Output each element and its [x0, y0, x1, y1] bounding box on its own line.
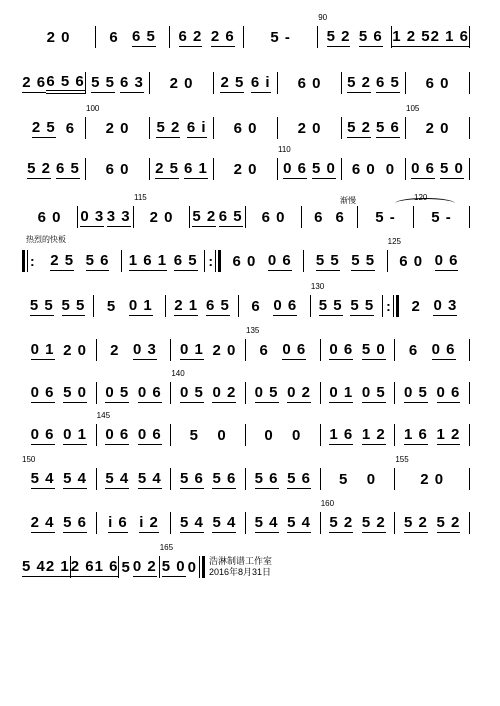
- note-group: 0 3: [433, 296, 458, 314]
- note-group: 0 6: [434, 251, 459, 269]
- note-group: 6 5: [56, 159, 80, 177]
- note-group: 0 1: [329, 383, 354, 401]
- measure-number: 165: [159, 543, 174, 552]
- note-group: 0 6: [105, 425, 130, 443]
- note-group: 5 0: [361, 340, 386, 358]
- staff-row: [22, 145, 470, 184]
- note-group: i 6: [108, 513, 128, 531]
- measure: [221, 246, 303, 276]
- note-group: 6: [109, 28, 119, 46]
- note-group: 0 6: [431, 340, 456, 358]
- measure: [321, 420, 395, 450]
- note-group: 2 0: [46, 28, 71, 46]
- note-group: 0 6: [137, 425, 162, 443]
- measure-number: 125: [387, 237, 402, 246]
- note-group: 0: [385, 160, 396, 178]
- note-group: 0: [187, 558, 197, 576]
- note-group: 2 4: [30, 513, 55, 531]
- note-group: 5 6: [212, 469, 237, 487]
- note-group: 5 -: [431, 208, 452, 226]
- note-group: 6 5 6: [46, 73, 84, 94]
- note-group: 6 5: [218, 207, 243, 225]
- note-group: 1 2: [436, 425, 461, 443]
- measure: [22, 378, 96, 408]
- note-group: 2: [110, 341, 120, 359]
- note-group: 5 6: [179, 469, 204, 487]
- measure: [239, 291, 310, 321]
- note-group: 1 2 5: [392, 27, 431, 45]
- measure: [150, 154, 213, 184]
- measure: [159, 543, 199, 582]
- measure: [22, 154, 85, 184]
- measure: [246, 378, 320, 408]
- note-group: 0 6: [137, 383, 162, 401]
- note-group: 5 4: [63, 469, 87, 487]
- note-group: 0 6: [436, 383, 461, 401]
- barline: [469, 117, 470, 139]
- measure: [150, 113, 213, 143]
- studio-name: 浩淋制谱工作室: [209, 556, 273, 566]
- note-group: 2 0: [63, 341, 87, 359]
- note-group: 2 0: [425, 119, 450, 137]
- repeat-end-barline: :: [386, 295, 399, 317]
- measure-number: 150: [22, 455, 36, 464]
- measure: [358, 202, 413, 232]
- tempo-slow-mark: 渐慢: [340, 196, 356, 205]
- measure: [406, 104, 469, 143]
- note-group: 5 0: [161, 557, 186, 575]
- note-group: 6 3: [120, 73, 144, 91]
- measure: [171, 420, 245, 450]
- staff-row: [22, 411, 470, 450]
- note-group: 0 6: [329, 340, 354, 358]
- note-group: 0: [292, 426, 302, 444]
- measure: [387, 237, 470, 276]
- staff-row: [22, 68, 470, 98]
- note-group: 5 6: [376, 118, 400, 136]
- measure-number: 115: [134, 193, 147, 202]
- note-group: 1 6: [94, 557, 119, 575]
- measure: [22, 68, 85, 98]
- barline: [469, 158, 470, 180]
- note-group: 0 5: [254, 383, 279, 401]
- measure-number: 135: [246, 326, 260, 335]
- note-group: 2 5: [155, 159, 179, 177]
- note-group: 6 0: [232, 252, 257, 270]
- measure: [71, 552, 119, 582]
- measure: [39, 246, 121, 276]
- note-group: 6: [314, 208, 324, 226]
- note-group: 5 2: [347, 73, 371, 91]
- measure: [310, 282, 382, 321]
- note-group: 5 5: [29, 296, 54, 314]
- note-group: 5 5: [318, 296, 343, 314]
- note-group: 2 6: [70, 557, 95, 575]
- note-group: 2 1 6: [430, 27, 469, 45]
- measure: [246, 202, 301, 232]
- barline: [382, 295, 383, 317]
- note-group: 6: [259, 341, 269, 359]
- measure: [22, 335, 96, 365]
- measure: [395, 508, 469, 538]
- barline: [469, 339, 470, 361]
- barline: [469, 424, 470, 446]
- note-group: 6 0: [297, 74, 322, 92]
- measure: [392, 22, 469, 52]
- note-group: 2 5: [50, 251, 75, 269]
- measure: [321, 464, 395, 494]
- measure: [214, 113, 277, 143]
- measure: [22, 508, 96, 538]
- note-group: 5 2: [192, 207, 217, 225]
- measure: [22, 202, 77, 232]
- measure: [86, 104, 149, 143]
- measure: [190, 202, 245, 232]
- note-group: i 2: [139, 513, 159, 531]
- note-group: 0 1: [179, 340, 204, 358]
- measure: [278, 68, 341, 98]
- note-group: 2 0: [297, 119, 322, 137]
- note-group: 5 6: [85, 251, 110, 269]
- measure: [246, 508, 320, 538]
- note-group: 3 3: [106, 207, 131, 225]
- measure: [342, 113, 405, 143]
- measure: [214, 154, 277, 184]
- measure: [171, 464, 245, 494]
- measure: [320, 499, 395, 538]
- note-group: 0 2: [287, 383, 312, 401]
- measure: [278, 113, 341, 143]
- note-group: 0 2: [212, 383, 237, 401]
- note-group: 2 5: [220, 73, 245, 91]
- measure: [22, 113, 85, 143]
- note-group: 6 5: [173, 251, 198, 269]
- note-group: 5 2: [436, 513, 461, 531]
- note-group: 6 5: [205, 296, 230, 314]
- note-group: 5: [121, 558, 131, 576]
- measure: [399, 291, 470, 321]
- note-group: 0 1: [30, 340, 55, 358]
- measure: [134, 193, 189, 232]
- note-group: 0: [217, 426, 227, 444]
- measure: [170, 22, 243, 52]
- note-group: 6 i: [250, 73, 271, 91]
- measure: [166, 291, 237, 321]
- note-group: 6 0: [425, 74, 450, 92]
- measure: [171, 508, 245, 538]
- note-group: 5 5: [351, 251, 376, 269]
- staff-row: [22, 104, 470, 143]
- note-group: 5 4: [179, 513, 204, 531]
- note-group: 2 1: [45, 557, 70, 575]
- note-group: 0: [366, 470, 377, 488]
- note-group: 6 5: [131, 27, 156, 45]
- note-group: 5 5: [315, 251, 340, 269]
- staff-row: [22, 13, 470, 52]
- barline: [469, 382, 470, 404]
- measure: [304, 246, 386, 276]
- staff-row: [22, 369, 470, 408]
- note-group: 5 4: [287, 513, 312, 531]
- note-group: 5 5: [91, 73, 115, 91]
- note-group: 5 4: [22, 557, 46, 575]
- note-group: 2 0: [420, 470, 445, 488]
- note-group: 6: [408, 341, 419, 359]
- note-group: 5 2: [361, 513, 386, 531]
- note-group: 0 6: [283, 159, 307, 177]
- note-group: 0 6: [30, 383, 55, 401]
- measure: [122, 246, 204, 276]
- note-group: 6 0: [261, 208, 286, 226]
- measure: [171, 369, 245, 408]
- note-group: 0 5: [404, 383, 428, 401]
- measure: [171, 335, 245, 365]
- measure: [97, 464, 171, 494]
- barline: [469, 512, 470, 534]
- note-group: 5 2: [329, 513, 354, 531]
- staff-row: [22, 455, 470, 494]
- measure: [96, 411, 171, 450]
- note-group: 5 2: [326, 27, 351, 45]
- note-group: 5 -: [375, 208, 396, 226]
- measure: [406, 68, 469, 98]
- measure: [97, 378, 171, 408]
- measure: [395, 378, 469, 408]
- note-group: 2 6: [210, 27, 235, 45]
- measure: [214, 68, 277, 98]
- note-group: 5 4: [137, 469, 162, 487]
- measure-number: 105: [406, 104, 420, 113]
- measure: [321, 335, 395, 365]
- note-group: 5 2: [27, 159, 51, 177]
- measure: [395, 420, 469, 450]
- note-group: 6 i: [186, 118, 207, 136]
- note-group: 5 0: [440, 159, 464, 177]
- staff-row: [22, 499, 470, 538]
- measure: [318, 13, 391, 52]
- note-group: 0 6: [411, 159, 435, 177]
- barline: [469, 206, 470, 228]
- staff-row: [22, 282, 470, 321]
- note-group: 2 0: [212, 341, 237, 359]
- measure: [302, 202, 357, 232]
- repeat-start-barline: :: [22, 250, 35, 272]
- note-group: 6: [65, 119, 76, 137]
- measure-number: 120: [414, 193, 428, 202]
- note-group: 6 0: [105, 160, 130, 178]
- note-group: 6 1: [184, 159, 208, 177]
- measure: [86, 154, 149, 184]
- measure: [86, 68, 149, 98]
- measure: [395, 455, 469, 494]
- note-group: 6: [335, 208, 345, 226]
- measure: [414, 193, 469, 232]
- barline: [469, 468, 470, 490]
- barline: [204, 250, 205, 272]
- measure: [97, 508, 171, 538]
- measure: [150, 68, 213, 98]
- measure: [278, 145, 341, 184]
- note-group: 5 4: [30, 469, 55, 487]
- measure-number: 90: [318, 13, 328, 22]
- measure: [246, 326, 320, 365]
- measure: [342, 68, 405, 98]
- note-group: 1 6: [404, 425, 428, 443]
- measure: [22, 552, 70, 582]
- score-date: 2016年8月31日: [209, 567, 272, 577]
- note-group: 5 5: [350, 296, 375, 314]
- measure-number: 160: [320, 499, 335, 508]
- note-group: 5 4: [105, 469, 130, 487]
- note-group: 5 2: [347, 118, 371, 136]
- note-group: 2 6: [22, 73, 47, 91]
- barline: [469, 26, 470, 48]
- measure: [246, 420, 320, 450]
- note-group: 2: [411, 297, 421, 315]
- staff-row: [22, 326, 470, 365]
- note-group: 0 1: [128, 296, 153, 314]
- note-group: 6 2: [178, 27, 203, 45]
- note-group: 2 0: [105, 119, 130, 137]
- note-group: 0 2: [132, 557, 157, 575]
- note-group: 5 6: [358, 27, 383, 45]
- measure: [94, 291, 165, 321]
- note-group: 2 0: [233, 160, 258, 178]
- note-group: 6 0: [351, 160, 376, 178]
- note-group: 5 6: [254, 469, 279, 487]
- staff-row: [22, 543, 273, 582]
- measure: [244, 22, 317, 52]
- final-barline: [199, 556, 205, 578]
- signature: [209, 556, 272, 578]
- note-group: 6 0: [233, 119, 258, 137]
- measure: [246, 464, 320, 494]
- note-group: 0 6: [267, 251, 292, 269]
- note-group: 2 1: [174, 296, 199, 314]
- note-group: 5 2: [156, 118, 181, 136]
- measure-number: 130: [310, 282, 325, 291]
- note-group: 5: [106, 297, 117, 315]
- barline: [469, 72, 470, 94]
- note-group: 0 1: [63, 425, 87, 443]
- note-group: 6 0: [37, 208, 62, 226]
- note-group: 5 0: [312, 159, 336, 177]
- note-group: 5 0: [63, 383, 87, 401]
- note-group: 0: [264, 426, 274, 444]
- measure: [97, 335, 171, 365]
- note-group: 2 5: [31, 118, 56, 136]
- note-group: 0 6: [273, 296, 298, 314]
- note-group: 0 6: [30, 425, 55, 443]
- measure-number: 110: [278, 145, 291, 154]
- note-group: 6 5: [376, 73, 400, 91]
- measure: [22, 291, 93, 321]
- note-group: 0 3: [132, 340, 157, 358]
- note-group: 5 6: [63, 513, 87, 531]
- measure-number: 100: [86, 104, 100, 113]
- note-group: 5 -: [270, 28, 291, 46]
- note-group: 1 2: [361, 425, 386, 443]
- note-group: 5 2: [404, 513, 428, 531]
- note-group: 5 6: [287, 469, 312, 487]
- measure-number: 155: [395, 455, 409, 464]
- measure: [96, 22, 169, 52]
- measure: [395, 335, 469, 365]
- measure: [78, 202, 133, 232]
- note-group: 1 6 1: [128, 251, 168, 269]
- note-group: 1 6: [329, 425, 354, 443]
- note-group: 2 0: [169, 74, 194, 92]
- note-group: 0 5: [105, 383, 130, 401]
- note-group: 0 6: [282, 340, 307, 358]
- measure: [321, 378, 395, 408]
- note-group: 0 5: [361, 383, 386, 401]
- measure-number: 140: [171, 369, 185, 378]
- repeat-end-barline: :: [208, 250, 221, 272]
- measure: [406, 154, 469, 184]
- note-group: 5 4: [254, 513, 279, 531]
- tempo-fast-mark: 热烈的快板: [26, 235, 66, 244]
- note-group: 2 0: [149, 208, 174, 226]
- measure: [22, 455, 96, 494]
- note-group: 5 4: [212, 513, 237, 531]
- note-group: 5 5: [61, 296, 86, 314]
- measure: [119, 552, 158, 582]
- note-group: 5: [189, 426, 200, 444]
- note-group: 5: [339, 470, 349, 488]
- note-group: 0 3: [80, 207, 105, 225]
- note-group: 0 5: [179, 383, 204, 401]
- measure: [22, 420, 96, 450]
- measure: [22, 22, 95, 52]
- measure: [342, 154, 405, 184]
- measure-number: 145: [96, 411, 111, 420]
- note-group: 6: [251, 297, 261, 315]
- note-group: 6 0: [399, 252, 424, 270]
